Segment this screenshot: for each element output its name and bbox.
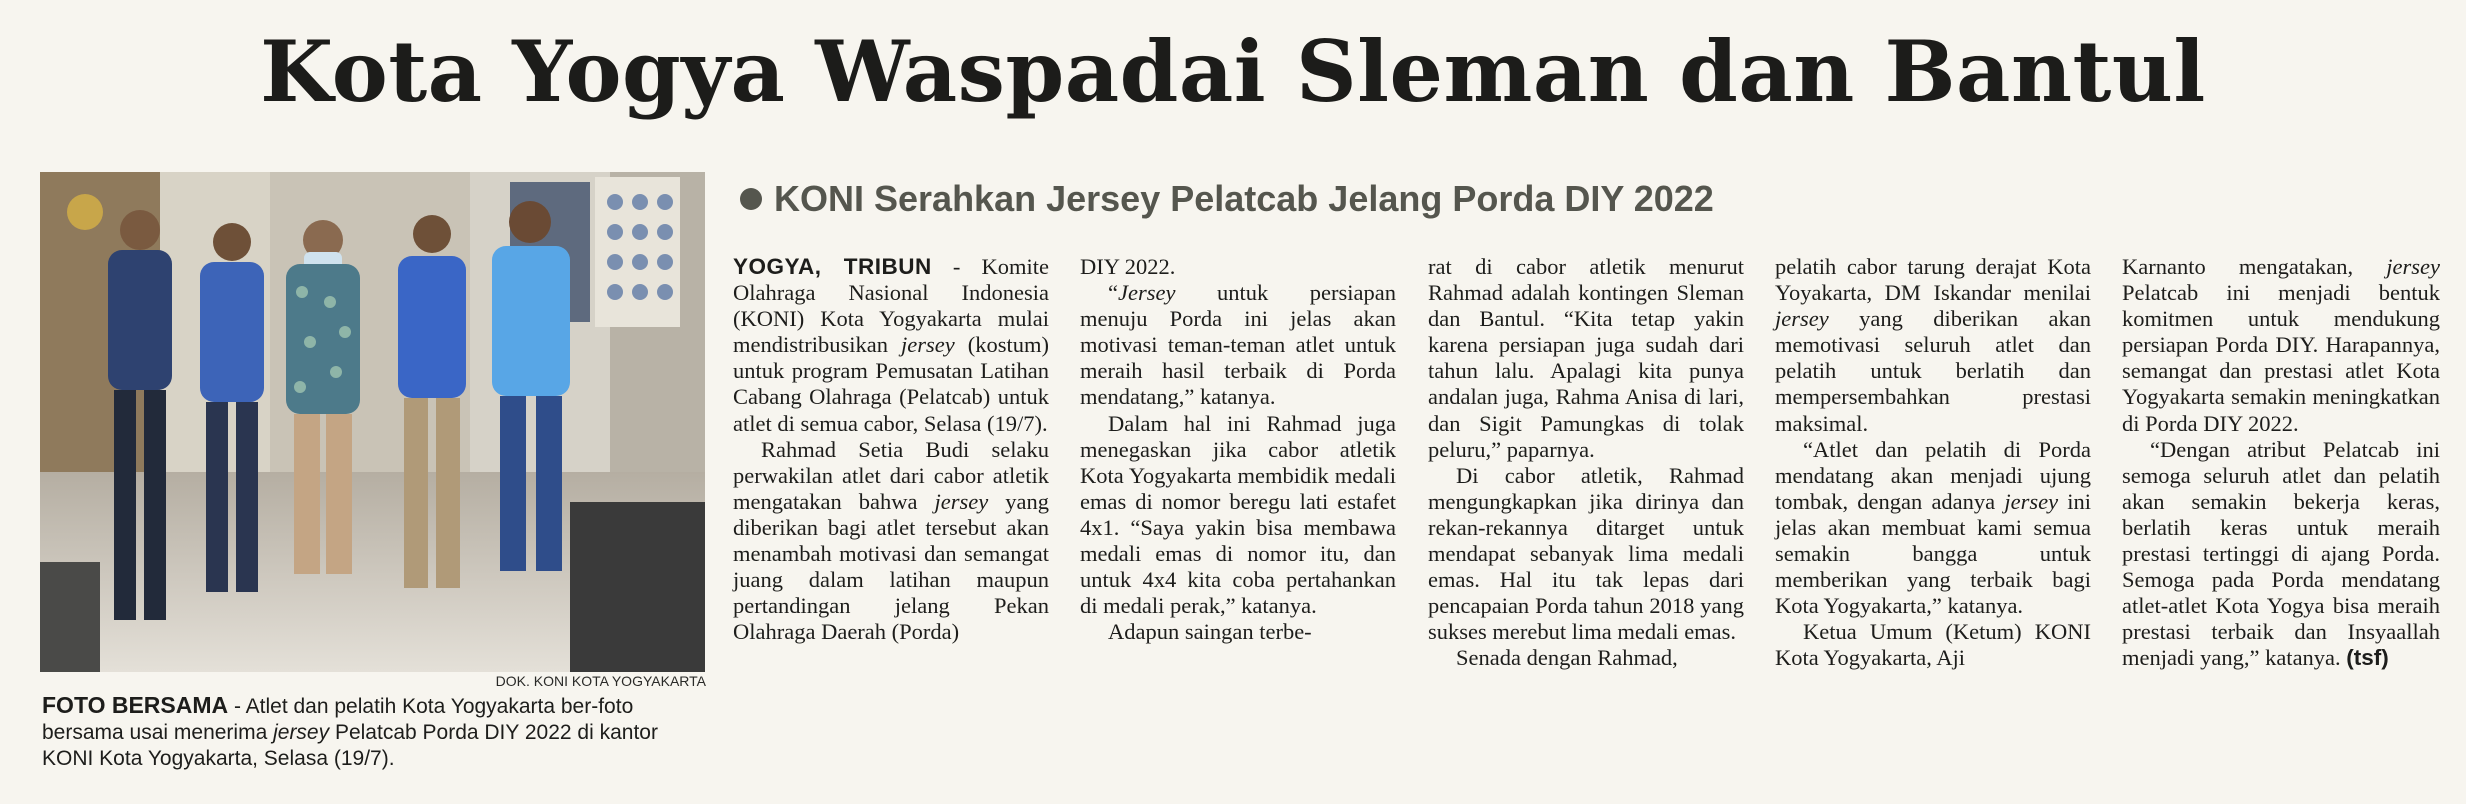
article-paragraph [1775, 254, 2091, 437]
article-paragraph: Di cabor atletik, Rahmad mengungkapkan jika dirinya dan rekan-rekannya ditarget untuk mendapat sebanyak lima medali emas. Hal itu tak lepas dari pencapaian Porda tahun 2018 yang sukses merebut lima medali emas. [1428, 462, 1744, 645]
photo-caption [42, 692, 712, 772]
article-paragraph [1080, 280, 1396, 410]
paragraph-text: yang diberikan bagi atlet tersebut akan menambah motivasi dan semangat juang dalam latihan maupun pertandingan jelang Pekan Olahraga Daerah (Porda) [733, 488, 1049, 645]
article-column-5 [2122, 254, 2440, 672]
paragraph-text: untuk persiapan menuju Porda ini jelas akan motivasi teman-teman atlet untuk meraih hasil terbaik di Porda mendatang,” katanya. [1080, 280, 1396, 410]
paragraph-text-italic: jersey [901, 332, 955, 358]
headline: Kota Yogya Waspadai Sleman dan Bantul [260, 22, 2206, 121]
article-column-3 [1428, 254, 1744, 672]
bullet-icon [740, 188, 762, 210]
caption-text: Pelatcab Porda DIY 2022 di kantor KONI Kota Yogyakarta, Selasa (19/7). [42, 721, 658, 770]
article-paragraph [2122, 254, 2440, 437]
article-paragraph: Senada dengan Rahmad, [1456, 645, 1678, 671]
article-paragraph [733, 437, 1049, 646]
paragraph-text-italic: jersey [934, 488, 989, 514]
article-paragraph: DIY 2022. [1080, 254, 1176, 279]
paragraph-text: pelatih cabor tarung derajat Kota Yoyakarta, DM Iskandar menilai [1775, 254, 2091, 306]
paragraph-text-italic: jersey [2004, 488, 2059, 514]
paragraph-text-italic: Jersey [1118, 280, 1176, 306]
article-column-4 [1775, 254, 2091, 672]
paragraph-text-italic: jersey [2386, 254, 2440, 279]
caption-title: FOTO BERSAMA [42, 692, 229, 718]
article-column-1 [733, 254, 1049, 645]
photo-credit: DOK. KONI KOTA YOGYAKARTA [495, 673, 706, 689]
paragraph-text: Karnanto mengatakan, [2122, 254, 2387, 279]
caption-text: - Atlet dan pelatih Kota Yogyakarta ber-foto bersama usai menerima [42, 695, 634, 744]
subheadline [740, 178, 1714, 220]
subheadline-text: KONI Serahkan Jersey Pelatcab Jelang Porda DIY 2022 [774, 178, 1714, 219]
author-signoff: (tsf) [2346, 645, 2389, 671]
caption-text-italic: jersey [273, 721, 330, 744]
news-photo [40, 172, 705, 672]
article-paragraph: Dalam hal ini Rahmad juga menegaskan jika cabor atletik Kota Yogyakarta membidik medali emas di nomor beregu lati estafet 4x1. “Saya yakin bisa membawa medali emas di nomor itu, dan untuk 4x4 kita coba pertahankan di medali perak,” katanya. [1080, 410, 1396, 619]
paragraph-text: yang diberikan akan memotivasi seluruh atlet dan pelatih untuk berlatih dan mempersembahkan prestasi maksimal. [1775, 306, 2091, 436]
paragraph-text: Rahmad Setia Budi selaku perwakilan atlet dari cabor atletik mengatakan bahwa [733, 436, 1049, 514]
article-paragraph: Ketua Umum (Ketum) KONI Kota Yogyakarta, Aji [1775, 619, 2091, 671]
paragraph-text: Pelatcab ini menjadi bentuk komitmen untuk mendukung persiapan Porda DIY. Harapannya, semangat dan prestasi atlet Kota Yogyakarta semakin meningkatkan di Porda DIY 2022. [2122, 280, 2440, 436]
article-paragraph [1775, 437, 2091, 620]
paragraph-text: ini jelas akan membuat kami semua semakin bangga untuk memberikan yang terbaik bagi Kota Yogyakarta,” katanya. [1775, 488, 2091, 619]
article-paragraph: Adapun saingan terbe- [1108, 619, 1312, 645]
article-paragraph [2122, 437, 2440, 672]
paragraph-text: “Dengan atribut Pelatcab ini semoga seluruh atlet dan pelatih akan semakin bekerja keras, berlatih keras untuk meraih prestasi tertinggi di ajang Porda. Semoga pada Porda mendatang atlet-atlet Kota Yogya bisa meraih prestasi terbaik dan Insyaallah menjadi yang,” katanya. [2122, 436, 2440, 671]
article-paragraph: rat di cabor atletik menurut Rahmad adalah kontingen Sleman dan Bantul. “Kita tetap yakin karena persiapan juga sudah dari tahun lalu. Apalagi kita punya andalan juga, Rahma Anisa di lari, dan Sigit Pamungkas di tolak peluru,” paparnya. [1428, 254, 1744, 462]
paragraph-text: “Atlet dan pelatih di Porda mendatang akan menjadi ujung tombak, dengan adanya [1775, 436, 2091, 514]
dateline: YOGYA, TRIBUN [733, 254, 932, 279]
article-paragraph [733, 254, 1049, 437]
group-photo-illustration [40, 172, 705, 672]
paragraph-text: (kostum) untuk program Pemusatan Latihan Cabang Olahraga (Pelatcab) untuk atlet di semua cabor, Selasa (19/7). [733, 332, 1049, 436]
article-column-2 [1080, 254, 1396, 645]
paragraph-text: “ [1108, 280, 1118, 306]
paragraph-text: - Komite Olahraga Nasional Indonesia (KONI) Kota Yogyakarta mulai mendistribusikan [733, 254, 1049, 358]
paragraph-text-italic: jersey [1775, 306, 1829, 332]
